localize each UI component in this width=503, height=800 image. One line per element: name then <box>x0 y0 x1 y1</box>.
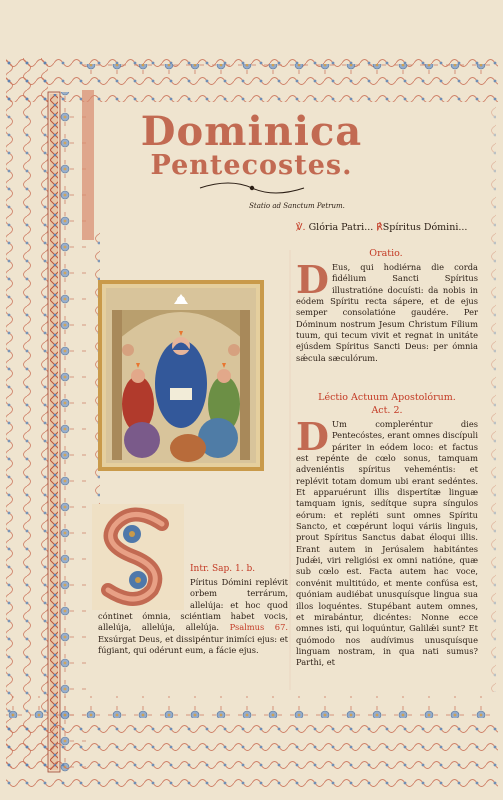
pentecost-illustration <box>98 280 264 471</box>
versicle <box>296 222 476 235</box>
oratio-heading: Oratio. <box>369 248 403 259</box>
statio-rubric: Statio ad Sanctum Petrum. <box>249 202 345 210</box>
lectio-initial: D <box>296 419 329 459</box>
response-marker: ℟ <box>376 222 383 233</box>
psalm-reference: Psalmus 67. <box>229 622 288 633</box>
versicle-marker: ℣. <box>296 222 306 233</box>
page-title: Dominica <box>140 108 363 155</box>
oratio-text: Eus, qui hodiérna die corda fidélium Sancti Spíritus illustratióne docuísti: da nobis in eódem Spíritu recta sápere, et de ejus semper consolatióne gaudére. Per Dóminum nostrum Jesum Christum Fílium tuum, qui tecum vivit et regnat in unitáte ejúsdem Spíritus Sancti Deus: per ómnia sǽcula sæculórum. <box>296 262 478 363</box>
lectio-body <box>296 419 478 695</box>
introit-text: Píritus Dómini replévit orbem terrárum, allelúja: et hoc quod cóntinet ómnia, sciéntiam habet vocis, allelúja, allelúja, allelúja. <box>98 577 288 633</box>
oratio-initial: D <box>296 257 329 302</box>
introit-body <box>98 577 288 695</box>
oratio-body <box>296 257 478 364</box>
introit-reference: Intr. Sap. 1. b. <box>190 564 256 574</box>
versicle-text: Glória Patri... <box>308 222 374 233</box>
psalm-text: Exsúrgat Deus, et dissipéntur inimíci ejus: et fúgiant, qui odérunt eum, a fácie ejus. <box>98 633 288 656</box>
page-subtitle: Pentecostes. <box>150 150 353 181</box>
response-text: Spíritus Dómini... <box>382 222 468 233</box>
lectio-heading: Léctio Actuum Apostolórum. <box>318 392 456 403</box>
lectio-text: Um compleréntur dies Pentecóstes, erant omnes discípuli páriter in eódem loco: et factus est repénte de cœlo sonus, tamquam adveniéntis spíritus veheméntis: et replévit totam domum ubi erant sedéntes. Et apparuérunt illis dispertítæ linguæ tamquam ignis, sedítque supra síngulos eórum: et repléti sunt omnes Spíritu Sancto, et cœpérunt loqui váriis linguis, prout Spíritus Sanctus dabat éloqui illis. Erant autem in Jerúsalem habitántes Judǽi, viri religiósi ex omni natióne, quæ sub cœlo est. Facta autem hac voce, convénit multitúdo, et mente confúsa est, quóniam audiébat unusquísque lingua sua illos loquéntes. Stupébant autem omnes, et mirabántur, dicéntes: Nonne ecce omnes isti, qui loquúntur, Galilǽi sunt? Et quómodo nos audívimus unusquísque linguam nostram, in qua nati sumus? Parthi, et <box>296 419 478 668</box>
lectio-reference: Act. 2. <box>371 405 403 416</box>
